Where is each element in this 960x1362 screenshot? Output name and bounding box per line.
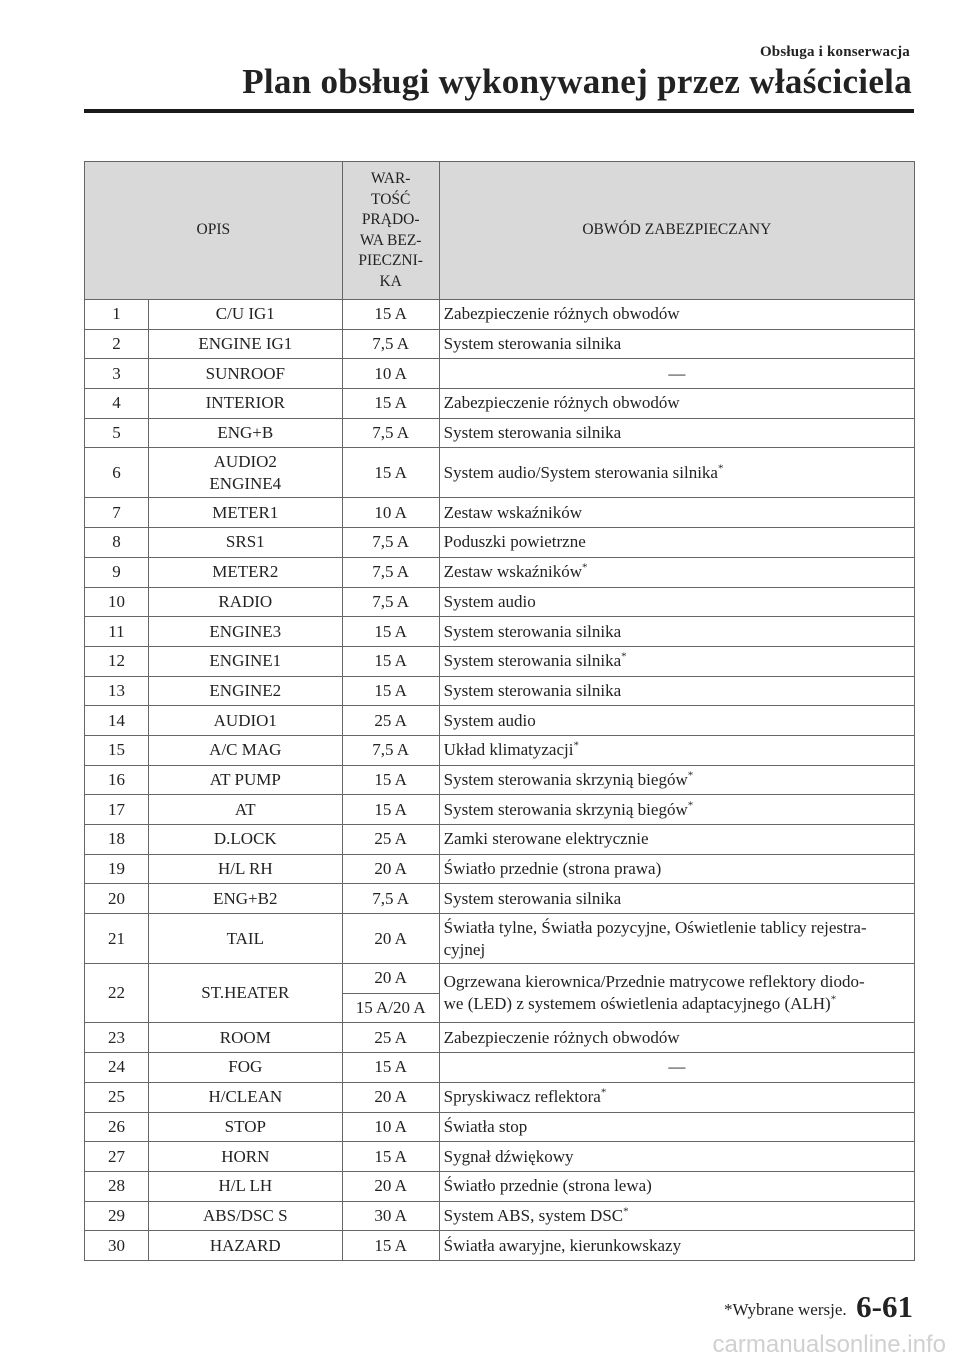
- protected-circuit-text: Światła awaryjne, kierunkowskazy: [443, 1235, 682, 1255]
- table-row: [85, 646, 915, 676]
- table-row: [85, 1082, 915, 1112]
- fuse-name: A/C MAG: [148, 735, 342, 765]
- fuse-name: INTERIOR: [148, 389, 342, 419]
- fuse-rating: 20 A: [342, 854, 439, 884]
- protected-circuit-text: System sterowania skrzynią biegów: [443, 799, 688, 819]
- table-row: [85, 557, 915, 587]
- fuse-number: 25: [85, 1082, 149, 1112]
- protected-circuit: [439, 1201, 914, 1231]
- fuse-rating: 15 A: [342, 765, 439, 795]
- table-row: [85, 617, 915, 647]
- header-fuse-rating-line: TOŚĆ: [371, 190, 411, 208]
- protected-circuit-line: Światła tylne, Światła pozycyjne, Oświetlenie tablicy rejestra-: [443, 917, 867, 937]
- table-row: [85, 1112, 915, 1142]
- fuse-name: D.LOCK: [148, 825, 342, 855]
- protected-circuit-text: Zestaw wskaźników: [443, 562, 582, 582]
- fuse-name: SUNROOF: [148, 359, 342, 389]
- protected-circuit: [439, 587, 914, 617]
- protected-circuit: [439, 1023, 914, 1053]
- table-row: [85, 448, 915, 498]
- fuse-rating: 15 A/20 A: [342, 993, 439, 1023]
- fuse-rating: 25 A: [342, 825, 439, 855]
- protected-circuit-line: cyjnej: [443, 939, 486, 959]
- fuse-number: 23: [85, 1023, 149, 1053]
- fuse-number: 29: [85, 1201, 149, 1231]
- protected-circuit-text: System audio: [443, 710, 536, 730]
- fuse-name: ENGINE1: [148, 646, 342, 676]
- fuse-rating: 15 A: [342, 1142, 439, 1172]
- table-row: [85, 359, 915, 389]
- protected-circuit: [439, 300, 914, 330]
- fuse-name: TAIL: [148, 914, 342, 964]
- fuse-rating: 7,5 A: [342, 735, 439, 765]
- protected-circuit-text: Zabezpieczenie różnych obwodów: [443, 1027, 680, 1047]
- header-description: OPIS: [85, 162, 343, 300]
- fuse-rating: 10 A: [342, 1112, 439, 1142]
- fuse-name: ENGINE IG1: [148, 329, 342, 359]
- fuse-rating: 7,5 A: [342, 884, 439, 914]
- watermark: carmanualsonline.info: [712, 1331, 946, 1358]
- protected-circuit-text: System sterowania silnika: [443, 334, 622, 354]
- fuse-rating: 20 A: [342, 1171, 439, 1201]
- fuse-number: 15: [85, 735, 149, 765]
- fuse-name: H/CLEAN: [148, 1082, 342, 1112]
- fuse-rating: 15 A: [342, 676, 439, 706]
- fuse-name: H/L LH: [148, 1171, 342, 1201]
- protected-circuit-text: Światła stop: [443, 1116, 528, 1136]
- protected-circuit: [439, 795, 914, 825]
- fuse-number: 3: [85, 359, 149, 389]
- fuse-name: ENGINE2: [148, 676, 342, 706]
- protected-circuit: [439, 706, 914, 736]
- protected-circuit: [439, 825, 914, 855]
- fuse-rating: 7,5 A: [342, 557, 439, 587]
- table-row: [85, 765, 915, 795]
- fuse-number: 16: [85, 765, 149, 795]
- table-row: [85, 795, 915, 825]
- fuse-name: AT: [148, 795, 342, 825]
- header-fuse-rating-line: WAR-: [370, 170, 411, 187]
- selected-versions-asterisk: *: [581, 561, 588, 574]
- protected-circuit: [439, 1142, 914, 1172]
- header-fuse-rating-line: PRĄDO-: [361, 211, 420, 228]
- fuse-number: 14: [85, 706, 149, 736]
- protected-circuit: [439, 914, 914, 964]
- protected-circuit-text: System sterowania silnika: [443, 651, 622, 671]
- table-row: [85, 825, 915, 855]
- fuse-rating: 25 A: [342, 1023, 439, 1053]
- fuse-name: STOP: [148, 1112, 342, 1142]
- selected-versions-asterisk: *: [623, 1205, 629, 1218]
- fuse-name: METER2: [148, 557, 342, 587]
- fuse-number: 10: [85, 587, 149, 617]
- header-protected-circuit: OBWÓD ZABEZPIECZANY: [439, 162, 914, 300]
- table-header-row: [85, 162, 915, 300]
- fuse-number: 13: [85, 676, 149, 706]
- fuse-number: 6: [85, 448, 149, 498]
- protected-circuit-line: Ogrzewana kierownica/Przednie matrycowe reflektory diodo-: [443, 972, 865, 992]
- protected-circuit-text: System audio/System sterowania silnika: [443, 462, 718, 482]
- fuse-number: 26: [85, 1112, 149, 1142]
- protected-circuit: [439, 765, 914, 795]
- fuse-rating: 15 A: [342, 1231, 439, 1261]
- table-row: [85, 587, 915, 617]
- fuse-number: 28: [85, 1171, 149, 1201]
- fuse-name: SRS1: [148, 528, 342, 558]
- protected-circuit: [439, 1231, 914, 1261]
- page-title: Plan obsługi wykonywanej przez właściciela: [242, 62, 912, 101]
- protected-circuit: [439, 1112, 914, 1142]
- fuse-number: 5: [85, 418, 149, 448]
- protected-circuit-text: System sterowania silnika: [443, 680, 622, 700]
- selected-versions-asterisk: *: [717, 462, 724, 475]
- table-row: [85, 964, 915, 994]
- table-row: [85, 329, 915, 359]
- fuse-name: ENG+B: [148, 418, 342, 448]
- fuse-name: METER1: [148, 498, 342, 528]
- fuse-rating: 15 A: [342, 646, 439, 676]
- fuse-rating: 15 A: [342, 448, 439, 498]
- fuse-rating: 20 A: [342, 914, 439, 964]
- fuse-rating: 7,5 A: [342, 329, 439, 359]
- protected-circuit-text: System sterowania silnika: [443, 621, 622, 641]
- protected-circuit: [439, 735, 914, 765]
- protected-circuit: [439, 964, 914, 1023]
- fuse-number: 7: [85, 498, 149, 528]
- protected-circuit: [439, 329, 914, 359]
- table-row: [85, 498, 915, 528]
- protected-circuit: [439, 1082, 914, 1112]
- protected-circuit: ―: [439, 1053, 914, 1083]
- table-row: [85, 389, 915, 419]
- fuse-number: 8: [85, 528, 149, 558]
- fuse-rating: 20 A: [342, 964, 439, 994]
- fuse-name: ABS/DSC S: [148, 1201, 342, 1231]
- table-row: [85, 1171, 915, 1201]
- protected-circuit-text: Światło przednie (strona prawa): [443, 859, 662, 879]
- protected-circuit-text: Zestaw wskaźników: [443, 502, 582, 522]
- fuse-name: AUDIO1: [148, 706, 342, 736]
- fuse-name: ST.HEATER: [148, 964, 342, 1023]
- protected-circuit-text: System sterowania skrzynią biegów: [443, 769, 688, 789]
- fuse-rating: 15 A: [342, 617, 439, 647]
- header-fuse-rating-line: PIECZNI-: [358, 252, 423, 269]
- fuse-number: 30: [85, 1231, 149, 1261]
- table-row: [85, 676, 915, 706]
- fuse-rating: 15 A: [342, 1053, 439, 1083]
- fuse-number: 22: [85, 964, 149, 1023]
- fuse-table: [84, 161, 915, 1261]
- fuse-name: ENG+B2: [148, 884, 342, 914]
- header-fuse-rating-line: WA BEZ-: [359, 231, 422, 249]
- fuse-rating: 30 A: [342, 1201, 439, 1231]
- selected-versions-asterisk: *: [687, 799, 694, 811]
- fuse-name: H/L RH: [148, 854, 342, 884]
- protected-circuit-text: System sterowania silnika: [443, 423, 622, 443]
- protected-circuit-text: System sterowania silnika: [443, 888, 622, 908]
- selected-versions-asterisk: *: [621, 650, 627, 663]
- fuse-number: 18: [85, 825, 149, 855]
- protected-circuit-text: Zabezpieczenie różnych obwodów: [443, 304, 680, 324]
- fuse-name: FOG: [148, 1053, 342, 1083]
- table-row: [85, 1023, 915, 1053]
- protected-circuit-text: System audio: [443, 591, 536, 611]
- fuse-number: 1: [85, 300, 149, 330]
- section-label: Obsługa i konserwacja: [759, 44, 910, 60]
- protected-circuit: ―: [439, 359, 914, 389]
- fuse-name: ROOM: [148, 1023, 342, 1053]
- header-fuse-rating: [342, 162, 439, 300]
- fuse-name: ENGINE3: [148, 617, 342, 647]
- fuse-number: 12: [85, 646, 149, 676]
- protected-circuit: [439, 676, 914, 706]
- protected-circuit-text: Układ klimatyzacji: [443, 740, 574, 760]
- fuse-name-line: ENGINE4: [209, 473, 282, 493]
- fuse-rating: 7,5 A: [342, 528, 439, 558]
- protected-circuit: [439, 557, 914, 587]
- fuse-number: 11: [85, 617, 149, 647]
- fuse-number: 20: [85, 884, 149, 914]
- fuse-rating: 10 A: [342, 498, 439, 528]
- fuse-rating: 7,5 A: [342, 418, 439, 448]
- title-rule: [84, 109, 914, 113]
- protected-circuit: [439, 418, 914, 448]
- fuse-number: 9: [85, 557, 149, 587]
- protected-circuit: [439, 884, 914, 914]
- fuse-rating: 20 A: [342, 1082, 439, 1112]
- table-row: [85, 1201, 915, 1231]
- protected-circuit-text: Zabezpieczenie różnych obwodów: [443, 393, 680, 413]
- table-row: [85, 735, 915, 765]
- fuse-number: 27: [85, 1142, 149, 1172]
- protected-circuit: [439, 854, 914, 884]
- fuse-table-body: [85, 300, 915, 1261]
- protected-circuit: [439, 528, 914, 558]
- protected-circuit-text: Poduszki powietrzne: [443, 532, 586, 552]
- protected-circuit: [439, 617, 914, 647]
- protected-circuit-text: Zamki sterowane elektrycznie: [443, 829, 649, 849]
- protected-circuit-text: Sygnał dźwiękowy: [443, 1146, 574, 1166]
- table-row: [85, 300, 915, 330]
- fuse-number: 17: [85, 795, 149, 825]
- table-row: [85, 854, 915, 884]
- footnote: *Wybrane wersje.: [724, 1300, 847, 1319]
- protected-circuit: [439, 389, 914, 419]
- protected-circuit: [439, 498, 914, 528]
- protected-circuit-text: Światło przednie (strona lewa): [443, 1176, 652, 1196]
- header-fuse-rating-line: KA: [379, 272, 402, 290]
- protected-circuit-text: Spryskiwacz reflektora: [443, 1087, 601, 1107]
- table-row: [85, 418, 915, 448]
- fuse-rating: 15 A: [342, 389, 439, 419]
- selected-versions-asterisk: *: [830, 993, 837, 1006]
- fuse-name: HORN: [148, 1142, 342, 1172]
- table-row: [85, 1231, 915, 1261]
- fuse-name: [148, 448, 342, 498]
- selected-versions-asterisk: *: [573, 739, 579, 752]
- fuse-rating: 25 A: [342, 706, 439, 736]
- fuse-rating: 7,5 A: [342, 587, 439, 617]
- fuse-number: 19: [85, 854, 149, 884]
- fuse-name: HAZARD: [148, 1231, 342, 1261]
- protected-circuit: [439, 1171, 914, 1201]
- fuse-rating: 15 A: [342, 300, 439, 330]
- selected-versions-asterisk: *: [600, 1086, 607, 1099]
- protected-circuit: [439, 448, 914, 498]
- table-row: [85, 706, 915, 736]
- fuse-number: 2: [85, 329, 149, 359]
- fuse-number: 24: [85, 1053, 149, 1083]
- fuse-number: 21: [85, 914, 149, 964]
- fuse-name: RADIO: [148, 587, 342, 617]
- table-row: [85, 1053, 915, 1083]
- protected-circuit: [439, 646, 914, 676]
- fuse-rating: 10 A: [342, 359, 439, 389]
- table-row: [85, 884, 915, 914]
- page-number: 6-61: [856, 1289, 913, 1324]
- table-row: [85, 528, 915, 558]
- fuse-name: AT PUMP: [148, 765, 342, 795]
- fuse-name-line: AUDIO2: [213, 451, 277, 471]
- protected-circuit-text: System ABS, system DSC: [443, 1205, 624, 1225]
- selected-versions-asterisk: *: [687, 769, 694, 782]
- fuse-rating: 15 A: [342, 795, 439, 825]
- table-row: [85, 914, 915, 964]
- fuse-name: C/U IG1: [148, 300, 342, 330]
- protected-circuit-line: we (LED) z systemem oświetlenia adaptacyjnego (ALH): [443, 994, 831, 1014]
- fuse-number: 4: [85, 389, 149, 419]
- table-row: [85, 1142, 915, 1172]
